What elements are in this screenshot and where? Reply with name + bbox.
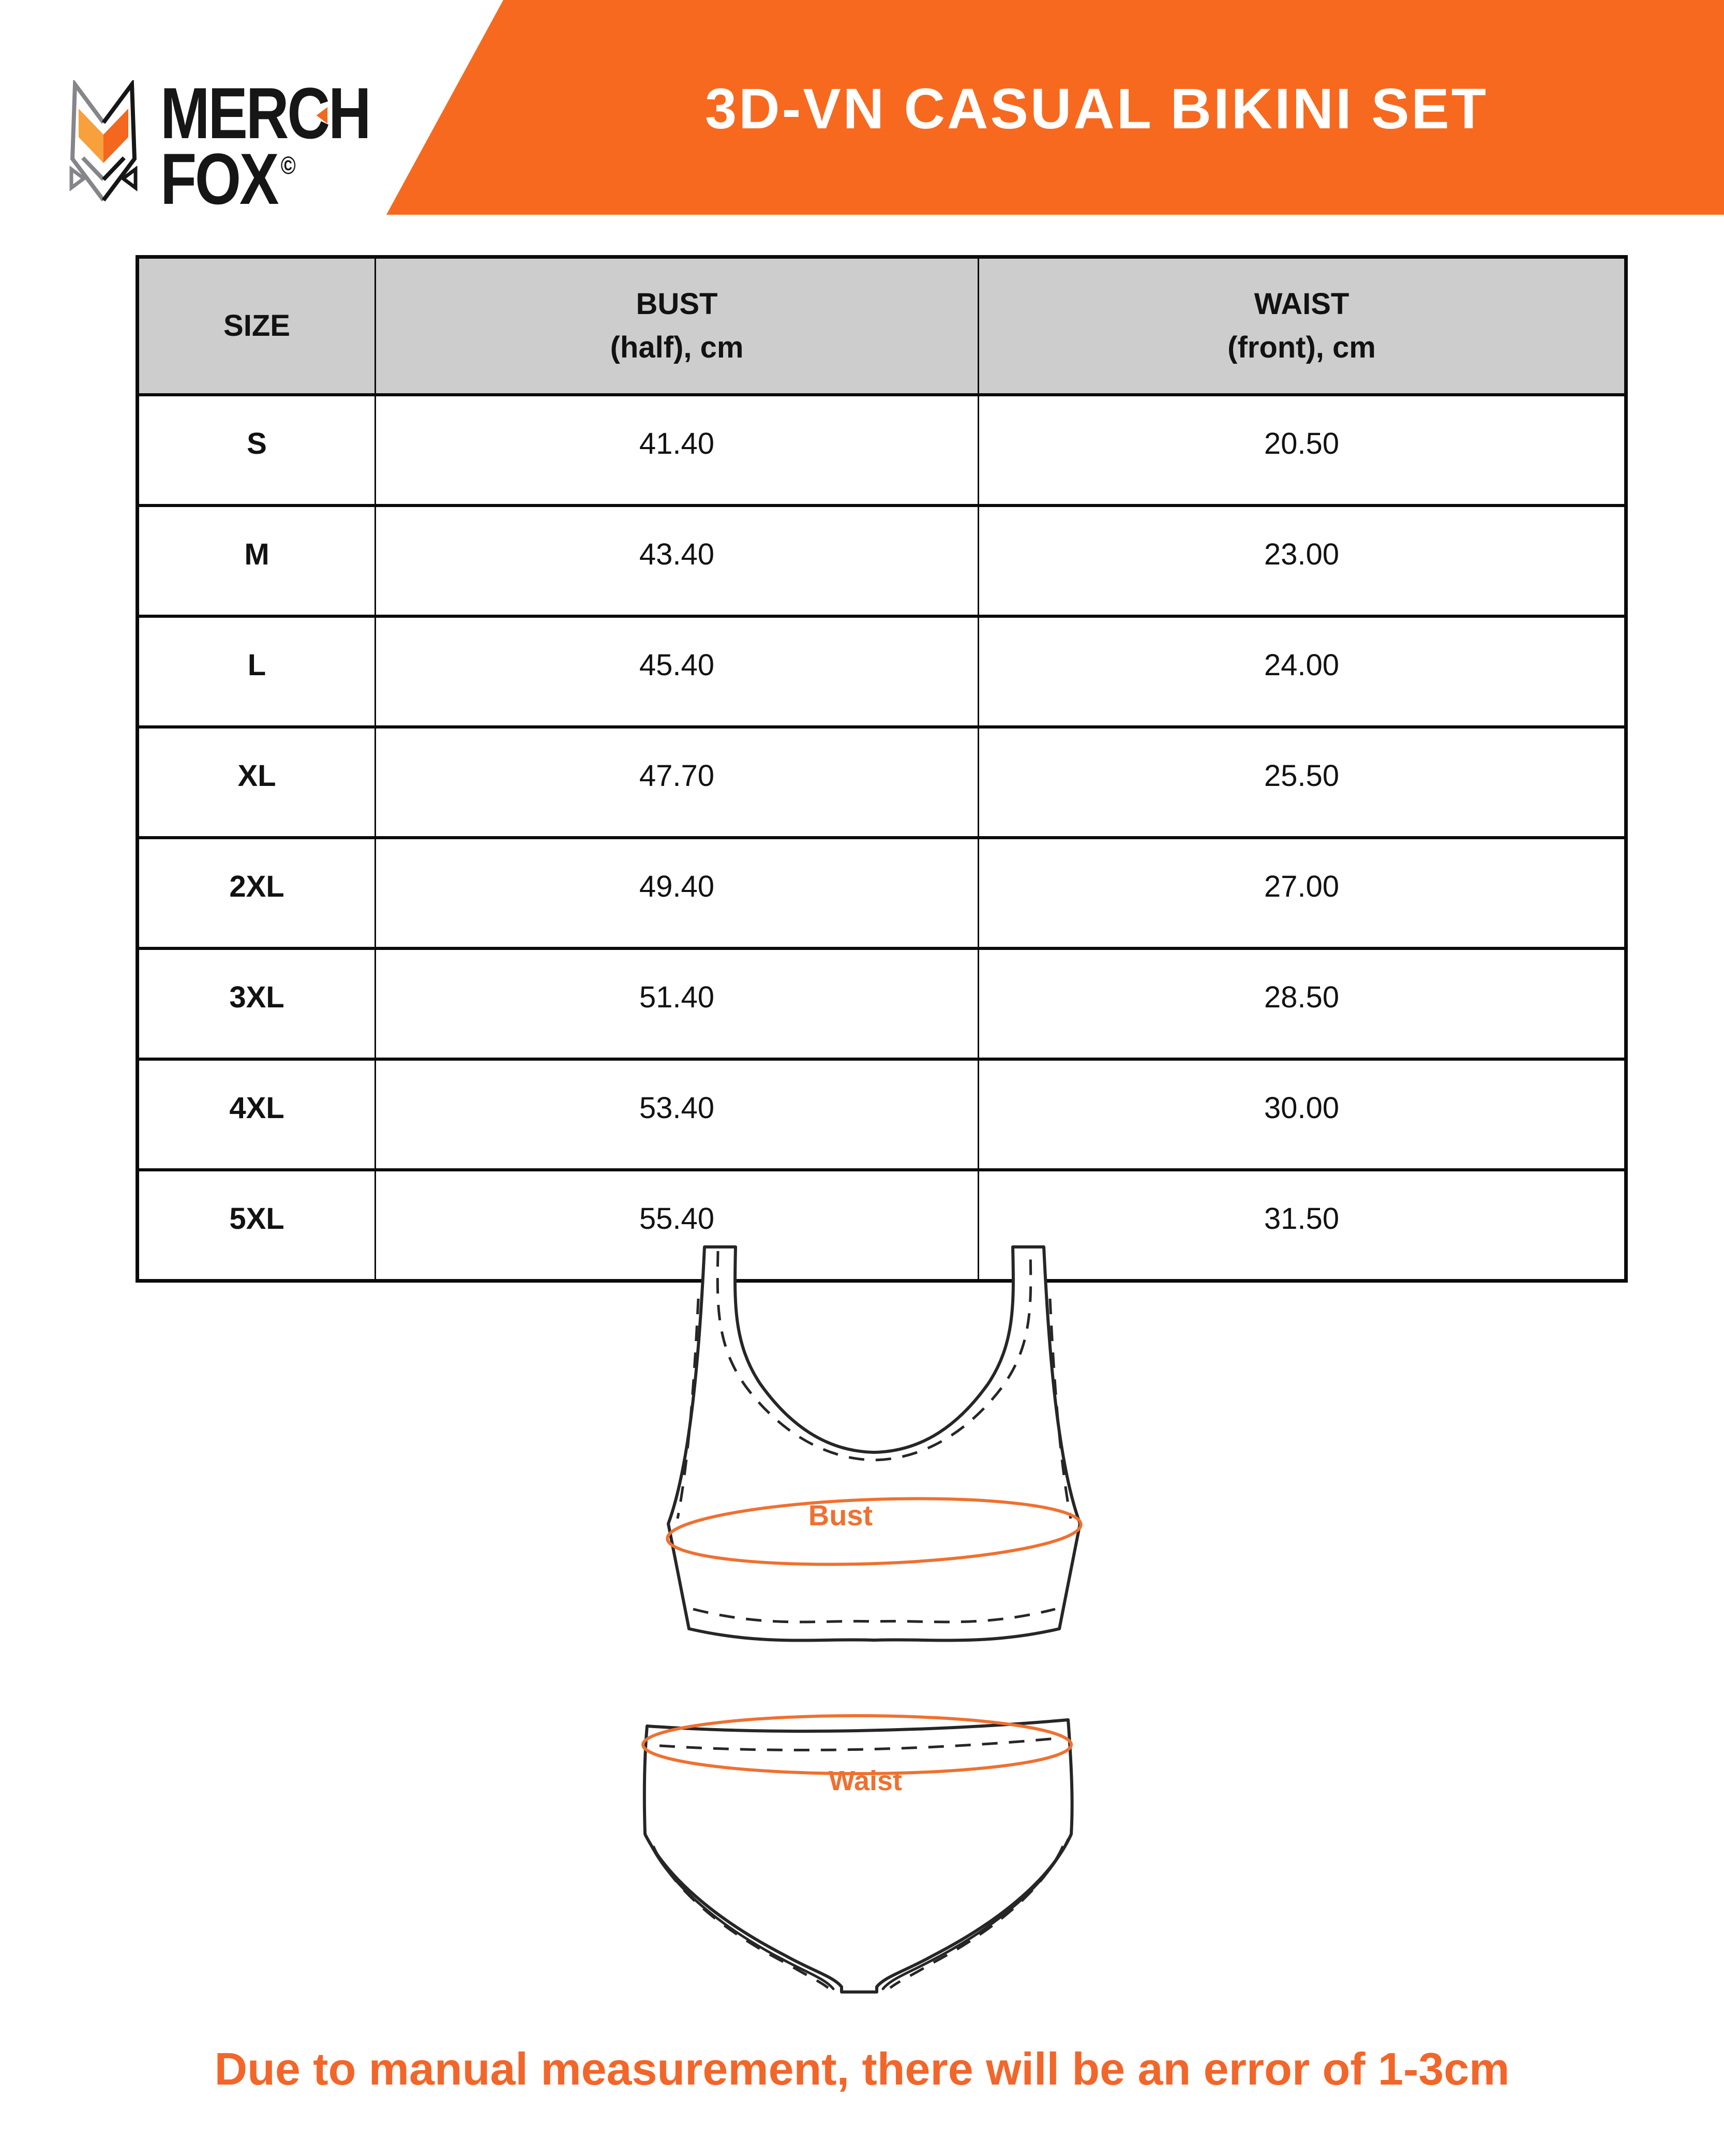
size-cell: 3XL bbox=[138, 948, 376, 1059]
size-cell: XL bbox=[138, 727, 376, 838]
bust-cell: 45.40 bbox=[376, 616, 979, 727]
column-header-waist: WAIST (front), cm bbox=[979, 257, 1626, 395]
bust-cell: 51.40 bbox=[376, 948, 979, 1059]
waist-cell: 30.00 bbox=[979, 1059, 1626, 1170]
page-title: 3D-VN CASUAL BIKINI SET bbox=[705, 77, 1488, 141]
size-cell: 2XL bbox=[138, 838, 376, 948]
size-cell: M bbox=[138, 505, 376, 616]
logo-c-notch-icon bbox=[317, 107, 327, 124]
logo-word-fox: FOX bbox=[160, 138, 278, 220]
waist-cell: 24.00 bbox=[979, 616, 1626, 727]
size-row-2xl bbox=[138, 838, 1626, 948]
copyright-symbol: © bbox=[280, 152, 296, 180]
size-cell: 4XL bbox=[138, 1059, 376, 1170]
waist-cell: 23.00 bbox=[979, 505, 1626, 616]
bust-measure-label: Bust bbox=[808, 1499, 873, 1531]
size-row-4xl bbox=[138, 1059, 1626, 1170]
size-row-s bbox=[138, 395, 1626, 505]
bust-cell: 43.40 bbox=[376, 505, 979, 616]
size-row-3xl bbox=[138, 948, 1626, 1059]
bikini-bottom-outline bbox=[644, 1720, 1072, 1992]
logo-word-merch: MERCH bbox=[160, 72, 370, 154]
fox-emblem-icon bbox=[67, 80, 140, 204]
brand-wordmark bbox=[160, 72, 370, 220]
bikini-bottom-figure bbox=[643, 1707, 1073, 1995]
size-cell: L bbox=[138, 616, 376, 727]
brand-logo bbox=[67, 72, 415, 220]
bust-cell: 47.70 bbox=[376, 727, 979, 838]
bust-cell: 49.40 bbox=[376, 838, 979, 948]
logo-word-merch-line bbox=[160, 72, 370, 154]
bust-cell: 53.40 bbox=[376, 1059, 979, 1170]
size-table bbox=[136, 255, 1628, 1283]
logo-word-fox-line bbox=[160, 138, 370, 220]
size-row-l bbox=[138, 616, 1626, 727]
waist-cell: 20.50 bbox=[979, 395, 1626, 505]
column-header-bust: BUST (half), cm bbox=[376, 257, 979, 395]
size-cell: S bbox=[138, 395, 376, 505]
column-header-size: SIZE bbox=[138, 257, 376, 395]
size-cell: 5XL bbox=[138, 1170, 376, 1281]
waist-cell: 25.50 bbox=[979, 727, 1626, 838]
waist-cell: 28.50 bbox=[979, 948, 1626, 1059]
size-row-xl bbox=[138, 727, 1626, 838]
waist-cell: 31.50 bbox=[979, 1170, 1626, 1281]
waist-cell: 27.00 bbox=[979, 838, 1626, 948]
table-header-row bbox=[138, 257, 1626, 395]
bust-cell: 41.40 bbox=[376, 395, 979, 505]
bikini-top-figure bbox=[667, 1242, 1081, 1643]
bust-cell: 55.40 bbox=[376, 1170, 979, 1281]
bikini-top-outline bbox=[668, 1247, 1080, 1640]
measurement-note: Due to manual measurement, there will be an error of 1-3cm bbox=[214, 2043, 1510, 2094]
size-row-m bbox=[138, 505, 1626, 616]
waist-measure-label: Waist bbox=[828, 1765, 903, 1796]
